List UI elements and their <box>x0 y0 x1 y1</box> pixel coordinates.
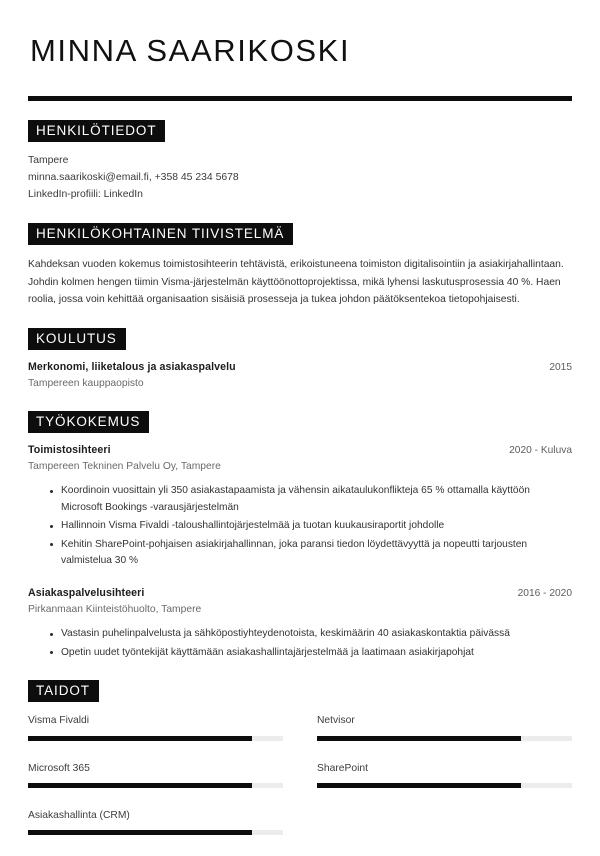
section-title-skills: TAIDOT <box>28 680 99 702</box>
contact-details <box>28 153 572 204</box>
skill-label: Netvisor <box>317 715 355 727</box>
experience-date: 2020 - Kuluva <box>509 444 572 456</box>
summary-text: Kahdeksan vuoden kokemus toimistosihteerin tehtävistä, erikoistuneena toimiston digitalisointiin ja asiakirjahallintaan. Johdin kolmen hengen tiimin Visma-järjestelmän käyttöönottoprojektissa, mikä lyhensi laskutusprosessia 40 %. Haen roolia, jossa voin kehittää organisaation sisäisiä prosesseja ja tukea johdon päätöksentekoa tietopohjaisesti. <box>28 258 564 306</box>
section-skills <box>28 680 572 856</box>
section-experience <box>28 411 572 662</box>
experience-bullet: Kehitin SharePoint-pohjaisen asiakirjahallinnan, joka paransi tiedon löydettävyyttä ja nopeutti tarjousten valmistelua 30 % <box>50 537 572 570</box>
section-contact <box>28 120 572 204</box>
skill-item <box>28 762 283 788</box>
section-title-summary: HENKILÖKOHTAINEN TIIVISTELMÄ <box>28 223 293 245</box>
skill-item <box>28 714 283 740</box>
skill-label: Asiakashallinta (CRM) <box>28 809 130 821</box>
section-title-experience: TYÖKOKEMUS <box>28 411 149 433</box>
section-title-education: KOULUTUS <box>28 328 126 350</box>
education-entry <box>28 361 572 391</box>
experience-date: 2016 - 2020 <box>517 587 572 599</box>
skill-label: SharePoint <box>317 762 368 774</box>
education-degree: Merkonomi, liiketalous ja asiakaspalvelu <box>28 361 236 374</box>
education-date: 2015 <box>549 362 572 374</box>
experience-entry-head <box>28 587 572 599</box>
experience-company: Tampereen Tekninen Palvelu Oy, Tampere <box>28 460 221 472</box>
skill-bar-track <box>317 783 572 788</box>
skill-bar-fill <box>317 736 521 741</box>
skill-bar-fill <box>317 783 521 788</box>
education-entry-head <box>28 361 572 373</box>
candidate-name: MINNA SAARIKOSKI <box>30 33 351 68</box>
section-education <box>28 328 572 392</box>
skill-item <box>317 714 572 740</box>
education-school: Tampereen kauppaopisto <box>28 378 144 390</box>
contact-location: Tampere <box>28 155 69 167</box>
experience-list <box>28 444 572 661</box>
experience-bullets <box>28 626 572 661</box>
resume-header <box>28 34 572 101</box>
experience-entry-head <box>28 444 572 456</box>
experience-company: Pirkanmaan Kiinteistöhuolto, Tampere <box>28 603 202 615</box>
skill-bar-track <box>28 783 283 788</box>
experience-bullet: Hallinnoin Visma Fivaldi -taloushallintojärjestelmää ja tuotan kuukausiraportit johdolle <box>50 518 572 535</box>
education-list <box>28 361 572 391</box>
skill-bar-fill <box>28 783 252 788</box>
experience-bullet: Vastasin puhelinpalvelusta ja sähköpostiyhteydenotoista, keskimäärin 40 asiakaskontaktia päivässä <box>50 626 572 643</box>
skill-label: Microsoft 365 <box>28 762 90 774</box>
experience-entry <box>28 587 572 661</box>
skills-grid <box>28 714 572 856</box>
experience-job-title: Asiakaspalvelusihteeri <box>28 586 145 599</box>
skill-bar-track <box>28 736 283 741</box>
experience-bullet: Koordinoin vuosittain yli 350 asiakastapaamista ja vähensin aikataulukonflikteja 65 % ottamalla käyttöön Microsoft Bookings -varausjärjestelmän <box>50 483 572 516</box>
contact-linkedin[interactable]: LinkedIn-profiili: LinkedIn <box>28 188 143 200</box>
skill-bar-fill <box>28 736 252 741</box>
experience-bullet: Opetin uudet työntekijät käyttämään asiakashallintajärjestelmää ja laatimaan asiakirjapohjat <box>50 645 572 662</box>
experience-job-title: Toimistosihteeri <box>28 443 111 456</box>
skill-item <box>28 809 283 835</box>
experience-bullets <box>28 483 572 570</box>
skill-label: Visma Fivaldi <box>28 715 90 727</box>
section-summary <box>28 223 572 309</box>
skill-item <box>317 762 572 788</box>
contact-email-phone: minna.saarikoski@email.fi, +358 45 234 5678 <box>28 172 239 184</box>
section-title-contact: HENKILÖTIEDOT <box>28 120 165 142</box>
skill-bar-track <box>317 736 572 741</box>
skill-bar-track <box>28 830 283 835</box>
skill-bar-fill <box>28 830 252 835</box>
header-divider <box>28 96 572 101</box>
experience-entry <box>28 444 572 570</box>
summary-body <box>28 256 572 309</box>
